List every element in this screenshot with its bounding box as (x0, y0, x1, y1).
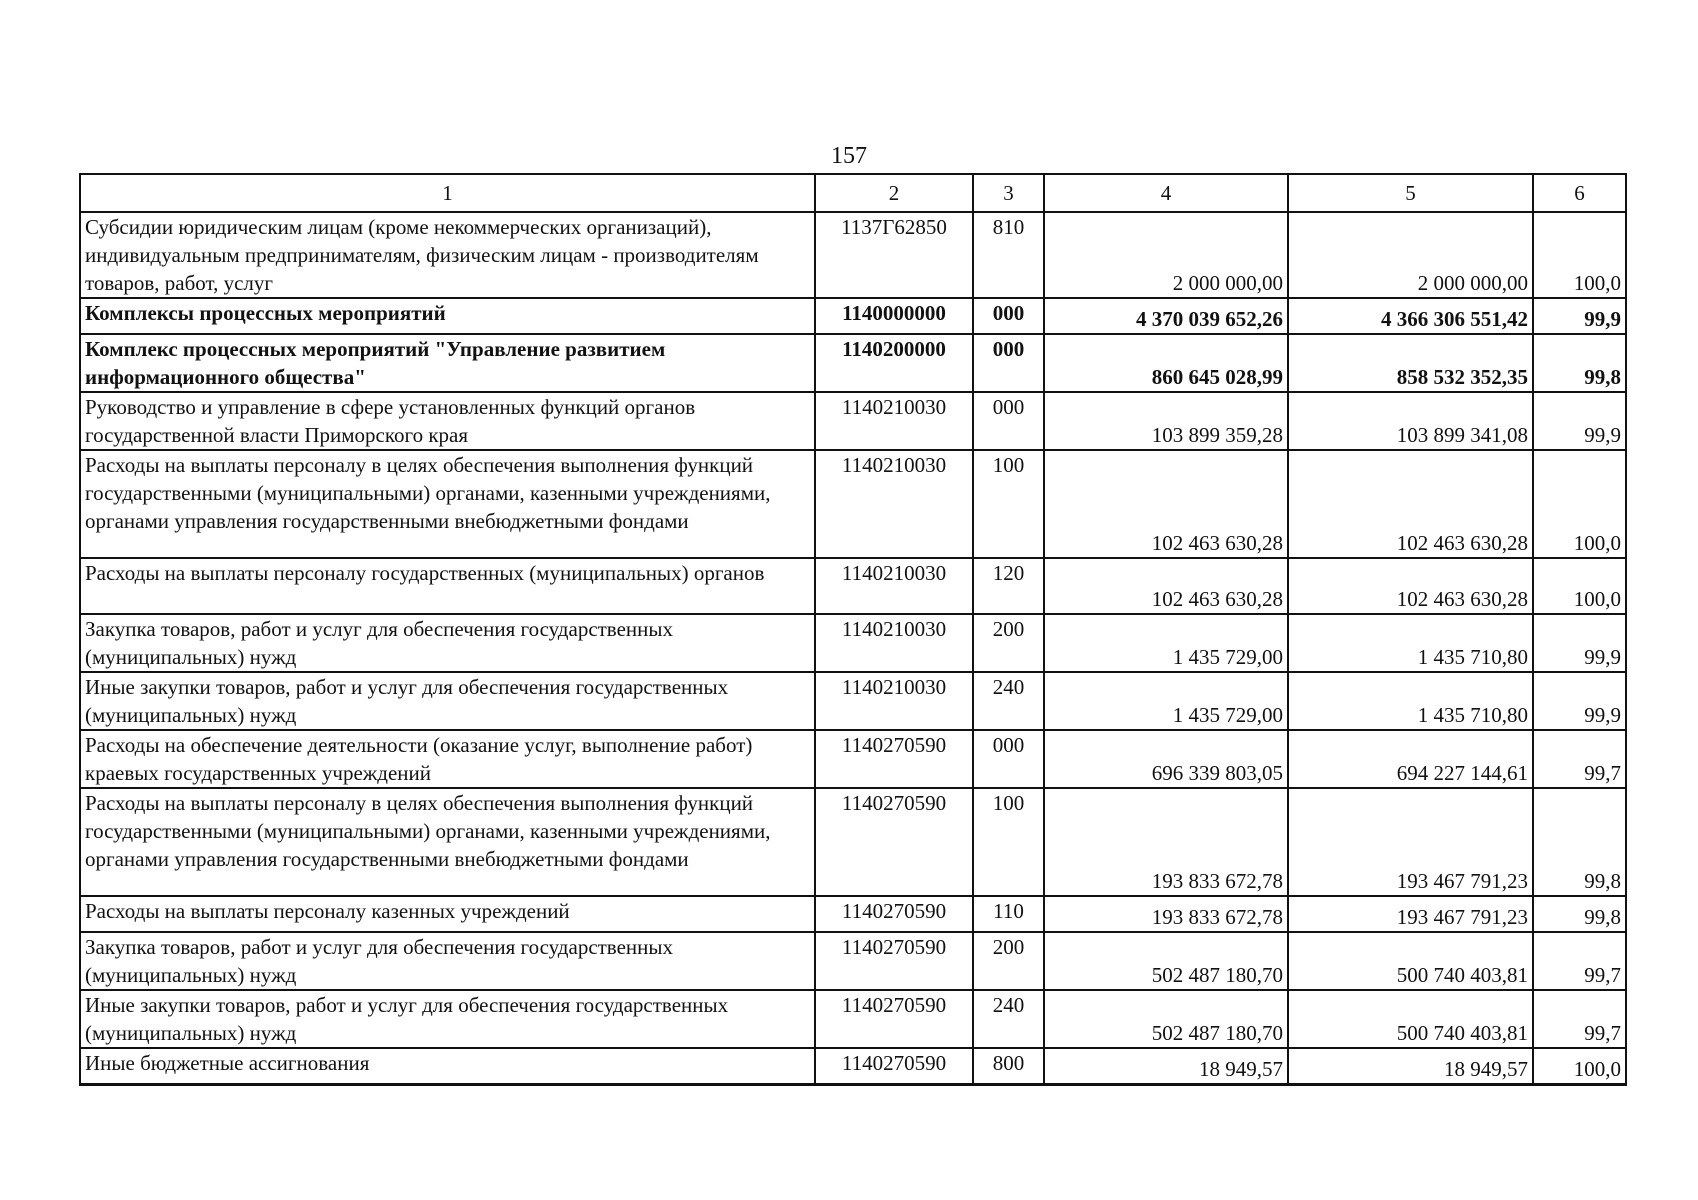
row-plan-amount-cell: 860 645 028,99 (1044, 334, 1288, 392)
row-percent-cell: 100,0 (1533, 558, 1626, 614)
row-percent-cell: 99,7 (1533, 932, 1626, 990)
row-type-cell: 200 (973, 614, 1044, 672)
row-fact-amount-cell: 500 740 403,81 (1288, 990, 1533, 1048)
row-plan-amount-cell: 103 899 359,28 (1044, 392, 1288, 450)
table-row (80, 298, 1626, 334)
row-percent-cell: 100,0 (1533, 212, 1626, 298)
row-code-cell: 1140270590 (815, 896, 973, 932)
table-row (80, 1048, 1626, 1084)
row-type-cell: 200 (973, 932, 1044, 990)
row-plan-amount-cell: 502 487 180,70 (1044, 990, 1288, 1048)
row-fact-amount-cell: 500 740 403,81 (1288, 932, 1533, 990)
row-code-cell: 1140210030 (815, 614, 973, 672)
table-row (80, 788, 1626, 896)
row-percent-cell: 99,8 (1533, 788, 1626, 896)
row-type-cell: 100 (973, 450, 1044, 558)
table-row (80, 334, 1626, 392)
row-percent-cell: 99,7 (1533, 990, 1626, 1048)
row-name-cell: Субсидии юридическим лицам (кроме некоммерческих организаций), индивидуальным предпринимателям, физическим лицам - производителям товаров, работ, услуг (80, 212, 815, 298)
table-row (80, 932, 1626, 990)
page-number: 157 (831, 143, 867, 169)
row-code-cell: 1140210030 (815, 672, 973, 730)
table-row (80, 614, 1626, 672)
column-number-row (80, 174, 1626, 212)
row-percent-cell: 99,9 (1533, 298, 1626, 334)
budget-table (79, 173, 1627, 1086)
row-plan-amount-cell: 193 833 672,78 (1044, 788, 1288, 896)
row-name-cell: Расходы на выплаты персоналу государственных (муниципальных) органов (80, 558, 815, 614)
row-name-cell: Руководство и управление в сфере установленных функций органов государственной власти Приморского края (80, 392, 815, 450)
row-type-cell: 000 (973, 392, 1044, 450)
row-percent-cell: 99,8 (1533, 896, 1626, 932)
row-code-cell: 1140270590 (815, 788, 973, 896)
row-fact-amount-cell: 103 899 341,08 (1288, 392, 1533, 450)
row-fact-amount-cell: 1 435 710,80 (1288, 614, 1533, 672)
column-header-4: 4 (1044, 174, 1288, 212)
row-code-cell: 1140000000 (815, 298, 973, 334)
row-type-cell: 000 (973, 334, 1044, 392)
column-header-5: 5 (1288, 174, 1533, 212)
row-plan-amount-cell: 502 487 180,70 (1044, 932, 1288, 990)
row-fact-amount-cell: 1 435 710,80 (1288, 672, 1533, 730)
row-name-cell: Комплекс процессных мероприятий "Управление развитием информационного общества" (80, 334, 815, 392)
table-row (80, 212, 1626, 298)
budget-table-body (80, 174, 1626, 1084)
row-type-cell: 000 (973, 730, 1044, 788)
row-plan-amount-cell: 18 949,57 (1044, 1048, 1288, 1084)
row-code-cell: 1140210030 (815, 558, 973, 614)
row-code-cell: 1140270590 (815, 1048, 973, 1084)
row-fact-amount-cell: 858 532 352,35 (1288, 334, 1533, 392)
row-code-cell: 1140270590 (815, 730, 973, 788)
column-header-2: 2 (815, 174, 973, 212)
row-percent-cell: 100,0 (1533, 450, 1626, 558)
row-type-cell: 110 (973, 896, 1044, 932)
row-code-cell: 1140210030 (815, 392, 973, 450)
row-name-cell: Иные бюджетные ассигнования (80, 1048, 815, 1084)
row-name-cell: Расходы на выплаты персоналу в целях обеспечения выполнения функций государственными (муниципальными) органами, казенными учреждениями, органами управления государственными внебюджетными фондами (80, 788, 815, 896)
row-plan-amount-cell: 1 435 729,00 (1044, 614, 1288, 672)
row-fact-amount-cell: 4 366 306 551,42 (1288, 298, 1533, 334)
row-percent-cell: 99,9 (1533, 392, 1626, 450)
table-row (80, 558, 1626, 614)
row-name-cell: Иные закупки товаров, работ и услуг для обеспечения государственных (муниципальных) нужд (80, 990, 815, 1048)
row-plan-amount-cell: 102 463 630,28 (1044, 558, 1288, 614)
row-plan-amount-cell: 193 833 672,78 (1044, 896, 1288, 932)
row-fact-amount-cell: 193 467 791,23 (1288, 788, 1533, 896)
row-type-cell: 240 (973, 990, 1044, 1048)
row-type-cell: 100 (973, 788, 1044, 896)
row-fact-amount-cell: 102 463 630,28 (1288, 558, 1533, 614)
row-type-cell: 240 (973, 672, 1044, 730)
row-plan-amount-cell: 696 339 803,05 (1044, 730, 1288, 788)
row-name-cell: Расходы на выплаты персоналу в целях обеспечения выполнения функций государственными (муниципальными) органами, казенными учреждениями, органами управления государственными внебюджетными фондами (80, 450, 815, 558)
column-header-1: 1 (80, 174, 815, 212)
row-plan-amount-cell: 4 370 039 652,26 (1044, 298, 1288, 334)
row-type-cell: 810 (973, 212, 1044, 298)
row-code-cell: 1140270590 (815, 932, 973, 990)
row-fact-amount-cell: 694 227 144,61 (1288, 730, 1533, 788)
row-fact-amount-cell: 102 463 630,28 (1288, 450, 1533, 558)
row-name-cell: Закупка товаров, работ и услуг для обеспечения государственных (муниципальных) нужд (80, 932, 815, 990)
row-name-cell: Расходы на выплаты персоналу казенных учреждений (80, 896, 815, 932)
row-percent-cell: 99,7 (1533, 730, 1626, 788)
row-percent-cell: 99,9 (1533, 614, 1626, 672)
row-code-cell: 1137Г62850 (815, 212, 973, 298)
row-name-cell: Закупка товаров, работ и услуг для обеспечения государственных (муниципальных) нужд (80, 614, 815, 672)
table-row (80, 730, 1626, 788)
row-plan-amount-cell: 2 000 000,00 (1044, 212, 1288, 298)
row-fact-amount-cell: 193 467 791,23 (1288, 896, 1533, 932)
row-code-cell: 1140270590 (815, 990, 973, 1048)
row-type-cell: 800 (973, 1048, 1044, 1084)
table-row (80, 450, 1626, 558)
row-plan-amount-cell: 1 435 729,00 (1044, 672, 1288, 730)
row-code-cell: 1140210030 (815, 450, 973, 558)
table-row (80, 672, 1626, 730)
row-plan-amount-cell: 102 463 630,28 (1044, 450, 1288, 558)
row-type-cell: 000 (973, 298, 1044, 334)
row-percent-cell: 99,9 (1533, 672, 1626, 730)
row-name-cell: Иные закупки товаров, работ и услуг для обеспечения государственных (муниципальных) нужд (80, 672, 815, 730)
column-header-3: 3 (973, 174, 1044, 212)
table-row (80, 896, 1626, 932)
table-row (80, 990, 1626, 1048)
row-name-cell: Расходы на обеспечение деятельности (оказание услуг, выполнение работ) краевых государственных учреждений (80, 730, 815, 788)
row-type-cell: 120 (973, 558, 1044, 614)
row-percent-cell: 100,0 (1533, 1048, 1626, 1084)
row-name-cell: Комплексы процессных мероприятий (80, 298, 815, 334)
column-header-6: 6 (1533, 174, 1626, 212)
row-fact-amount-cell: 18 949,57 (1288, 1048, 1533, 1084)
table-row (80, 392, 1626, 450)
row-fact-amount-cell: 2 000 000,00 (1288, 212, 1533, 298)
row-percent-cell: 99,8 (1533, 334, 1626, 392)
row-code-cell: 1140200000 (815, 334, 973, 392)
